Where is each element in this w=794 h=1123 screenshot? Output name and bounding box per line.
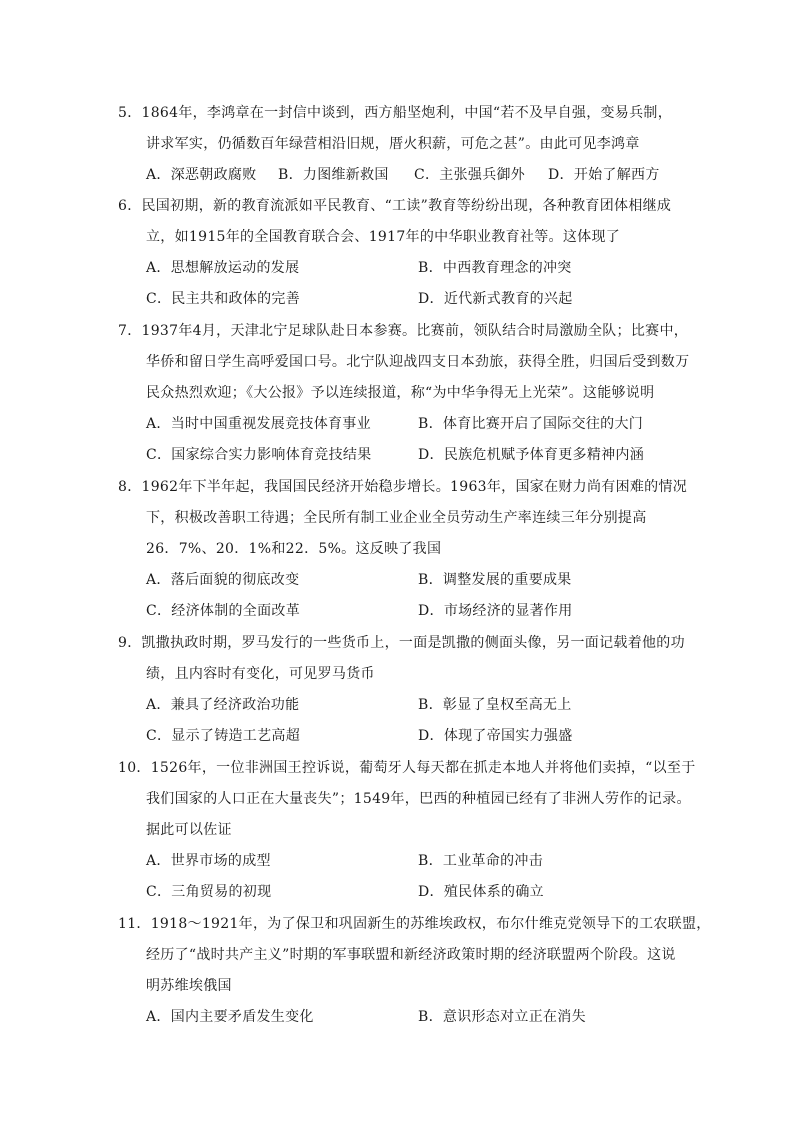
question-stem-line: 据此可以佐证 xyxy=(146,822,232,838)
question-stem-line: 5．1864年，李鸿章在一封信中谈到，西方船坚炮利，中国“若不及早自强，变易兵制， xyxy=(118,105,672,121)
option-b[interactable]: B．体育比赛开启了国际交往的大门 xyxy=(418,416,644,432)
question-6 xyxy=(118,191,678,315)
option-b[interactable]: B．调整发展的重要成果 xyxy=(418,572,572,588)
option-a[interactable]: A．世界市场的成型 xyxy=(146,853,271,869)
options-row xyxy=(118,721,678,752)
option-d[interactable]: D．殖民体系的确立 xyxy=(418,884,544,900)
option-a[interactable]: A．深恶朝政腐败 xyxy=(146,167,257,183)
option-c[interactable]: C．国家综合实力影响体育竞技结果 xyxy=(146,447,372,463)
question-stem-line: 我们国家的人口正在大量丧失”；1549年，巴西的种植园已经有了非洲人劳作的记录。 xyxy=(146,791,691,807)
question-stem-line: 立，如1915年的全国教育联合会、1917年的中华职业教育社等。这体现了 xyxy=(146,229,621,245)
option-b[interactable]: B．力图维新救国 xyxy=(278,167,389,183)
option-a[interactable]: A．兼具了经济政治功能 xyxy=(146,697,300,713)
option-d[interactable]: D．开始了解西方 xyxy=(548,167,660,183)
option-a[interactable]: A．落后面貌的彻底改变 xyxy=(146,572,300,588)
option-d[interactable]: D．民族危机赋予体育更多精神内涵 xyxy=(418,447,645,463)
options-row xyxy=(118,690,678,721)
option-c[interactable]: C．主张强兵御外 xyxy=(414,167,526,183)
question-11 xyxy=(118,909,711,1033)
options-row xyxy=(118,596,678,627)
question-stem-line: 9．凯撒执政时期，罗马发行的一些货币上，一面是凯撒的侧面头像，另一面记载着他的功 xyxy=(118,635,685,651)
question-stem-line: 下，积极改善职工待遇；全民所有制工业企业全员劳动生产率连续三年分别提高 xyxy=(146,510,647,526)
option-a[interactable]: A．思想解放运动的发展 xyxy=(146,260,300,276)
option-c[interactable]: C．三角贸易的初现 xyxy=(146,884,272,900)
options-row xyxy=(118,846,678,877)
options-row xyxy=(118,565,678,596)
option-d[interactable]: D．近代新式教育的兴起 xyxy=(418,291,573,307)
question-stem-line: 华侨和留日学生高呼爱国口号。北宁队迎战四支日本劲旅，获得全胜，归国后受到数万 xyxy=(146,354,690,370)
question-stem-line: 6．民国初期，新的教育流派如平民教育、“工读”教育等纷纷出现，各种教育团体相继成 xyxy=(118,198,672,214)
question-stem-line: 绩，且内容时有变化，可见罗马货币 xyxy=(146,666,375,682)
option-b[interactable]: B．中西教育理念的冲突 xyxy=(418,260,572,276)
question-stem-line: 10．1526年，一位非洲国王控诉说，葡萄牙人每天都在抓走本地人并将他们卖掉，“以至于 xyxy=(118,760,696,776)
option-c[interactable]: C．经济体制的全面改革 xyxy=(146,603,301,619)
question-stem-line: 11．1918～1921年，为了保卫和巩固新生的苏维埃政权，布尔什维克党领导下的工农联盟， xyxy=(118,916,711,932)
question-stem-line: 经历了“战时共产主义”时期的军事联盟和新经济政策时期的经济联盟两个阶段。这说 xyxy=(146,947,676,963)
option-b[interactable]: B．工业革命的冲击 xyxy=(418,853,543,869)
option-a[interactable]: A．国内主要矛盾发生变化 xyxy=(146,1009,314,1025)
options-row xyxy=(118,160,678,191)
option-d[interactable]: D．市场经济的显著作用 xyxy=(418,603,573,619)
question-stem-line: 讲求军实，仍循数百年绿营相沿旧规，厝火积薪，可危之甚”。由此可见李鸿章 xyxy=(146,136,640,152)
question-stem-line: 民众热烈欢迎；《大公报》予以连续报道，称“为中华争得无上光荣”。这能够说明 xyxy=(146,385,655,401)
option-a[interactable]: A．当时中国重视发展竞技体育事业 xyxy=(146,416,371,432)
options-row xyxy=(118,253,678,284)
options-row xyxy=(118,284,678,315)
options-row xyxy=(118,440,678,471)
question-stem-line: 明苏维埃俄国 xyxy=(146,978,232,994)
options-row xyxy=(118,1002,678,1033)
option-c[interactable]: C．显示了铸造工艺高超 xyxy=(146,728,301,744)
question-5 xyxy=(118,98,678,191)
options-row xyxy=(118,409,678,440)
question-7 xyxy=(118,316,690,471)
option-b[interactable]: B．意识形态对立正在消失 xyxy=(418,1009,586,1025)
question-9 xyxy=(118,628,685,752)
question-10 xyxy=(118,753,696,908)
question-stem-line: 26．7%、20．1%和22．5%。这反映了我国 xyxy=(146,541,442,557)
option-d[interactable]: D．体现了帝国实力强盛 xyxy=(418,728,573,744)
option-b[interactable]: B．彰显了皇权至高无上 xyxy=(418,697,572,713)
question-8 xyxy=(118,472,688,627)
option-c[interactable]: C．民主共和政体的完善 xyxy=(146,291,301,307)
question-stem-line: 7．1937年4月，天津北宁足球队赴日本参赛。比赛前，领队结合时局激励全队；比赛中， xyxy=(118,323,689,339)
question-stem-line: 8．1962年下半年起，我国国民经济开始稳步增长。1963年，国家在财力尚有困难的情况 xyxy=(118,479,688,495)
options-row xyxy=(118,877,678,908)
